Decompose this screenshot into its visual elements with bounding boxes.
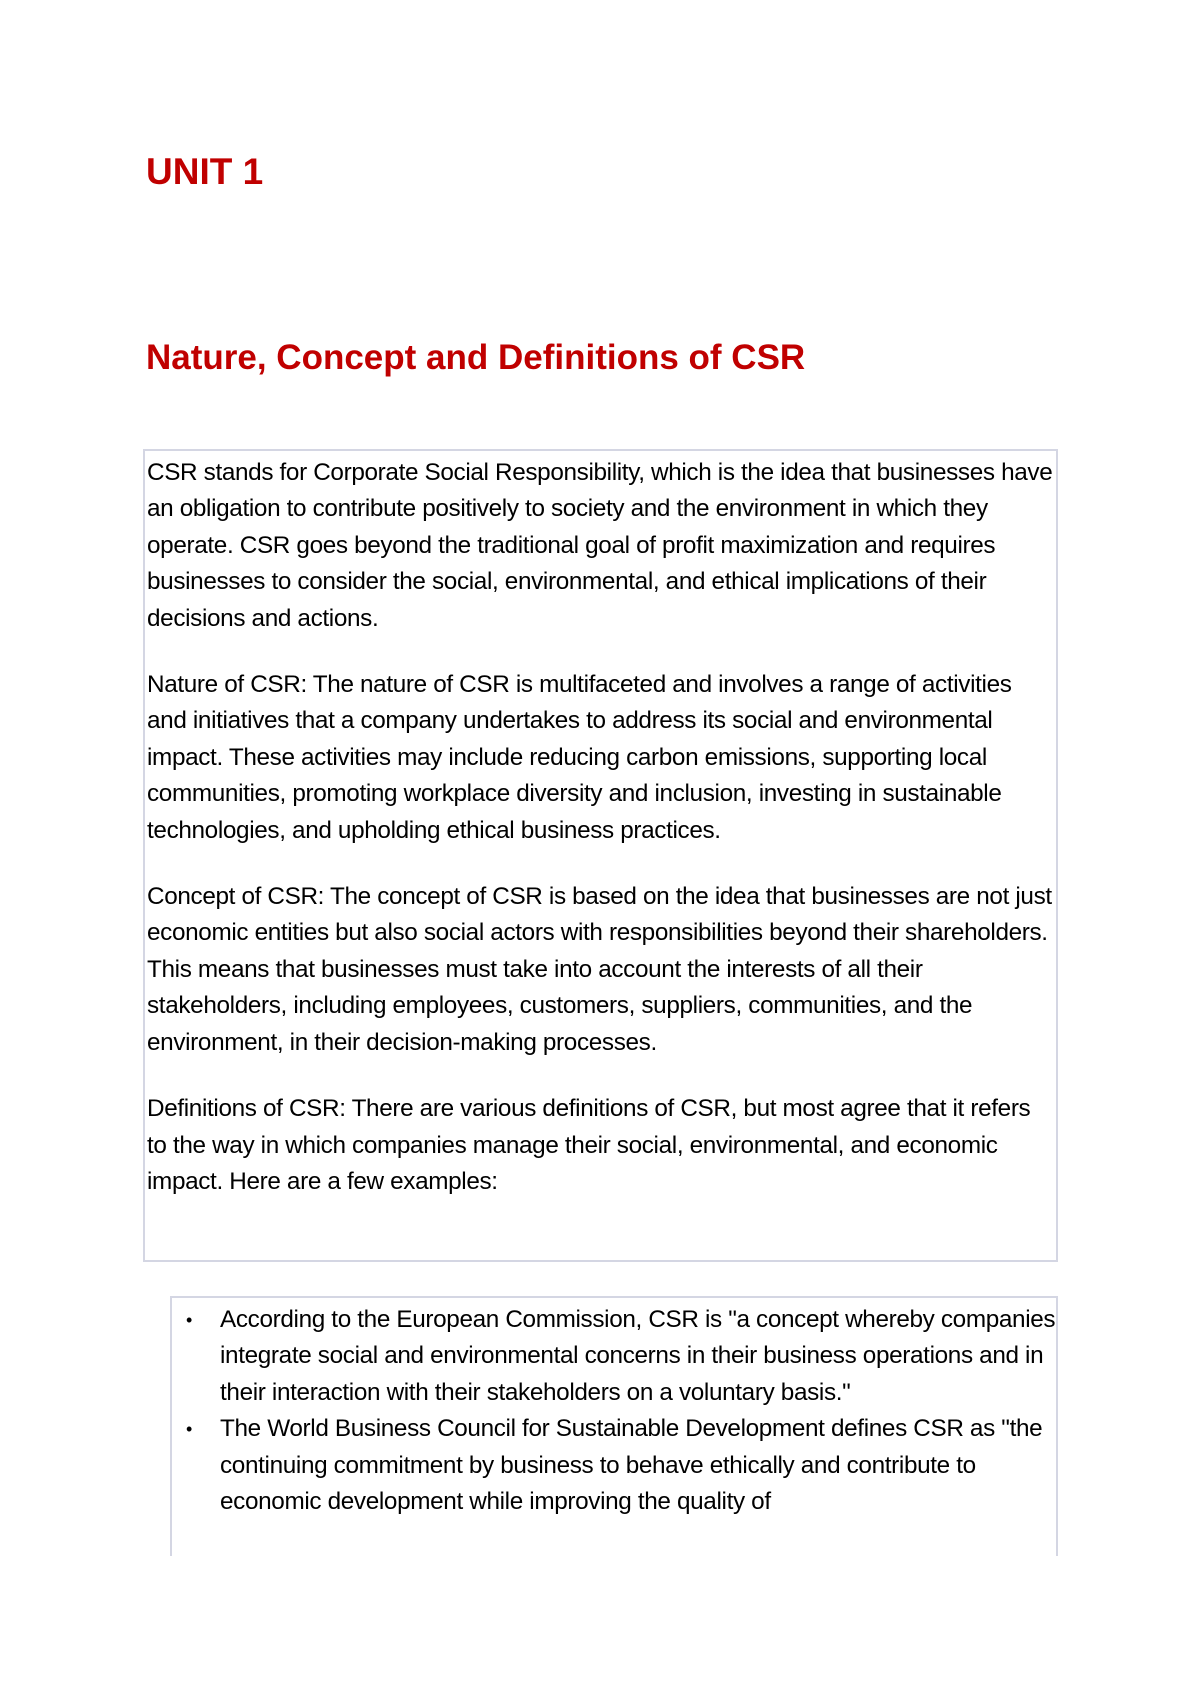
bullet-icon: • <box>186 1419 192 1440</box>
paragraph-definitions-of-csr: Definitions of CSR: There are various definitions of CSR, but most agree that it refers to the way in which companies manage their social, environmental, and economic impact. Here are a few examples: <box>147 1095 1031 1195</box>
definitions-list-box <box>170 1296 1058 1556</box>
unit-title: UNIT 1 <box>146 151 264 192</box>
definitions-list <box>172 1302 1056 1520</box>
list-item-text: According to the European Commission, CSR is "a concept whereby companies integrate social and environmental concerns in their business operations and in their interaction with their stakeholders on a voluntary basis." <box>220 1306 1056 1406</box>
paragraph-csr-intro: CSR stands for Corporate Social Responsibility, which is the idea that businesses have an obligation to contribute positively to society and the environment in which they operate. CSR goes beyond the traditional goal of profit maximization and requires businesses to consider the social, environmental, and ethical implications of their decisions and actions. <box>147 459 1053 632</box>
section-title: Nature, Concept and Definitions of CSR <box>146 338 806 377</box>
bullet-icon: • <box>186 1310 192 1330</box>
paragraph-concept-of-csr: Concept of CSR: The concept of CSR is based on the idea that businesses are not just economic entities but also social actors with responsibilities beyond their shareholders. This means that businesses must take into account the interests of all their stakeholders, including employees, customers, suppliers, communities, and the environment, in their decision-making processes. <box>147 883 1052 1056</box>
list-item-text: The World Business Council for Sustainable Development defines CSR as "the continuing commitment by business to behave ethically and contribute to economic development while improving the quality of <box>220 1415 1043 1516</box>
list-item <box>186 1411 1056 1520</box>
paragraph-nature-of-csr: Nature of CSR: The nature of CSR is multifaceted and involves a range of activities and initiatives that a company undertakes to address its social and environmental impact. These activities may include reducing carbon emissions, supporting local communities, promoting workplace diversity and inclusion, investing in sustainable technologies, and upholding ethical business practices. <box>147 671 1012 844</box>
csr-text-box <box>143 449 1058 1262</box>
list-item <box>186 1302 1056 1411</box>
